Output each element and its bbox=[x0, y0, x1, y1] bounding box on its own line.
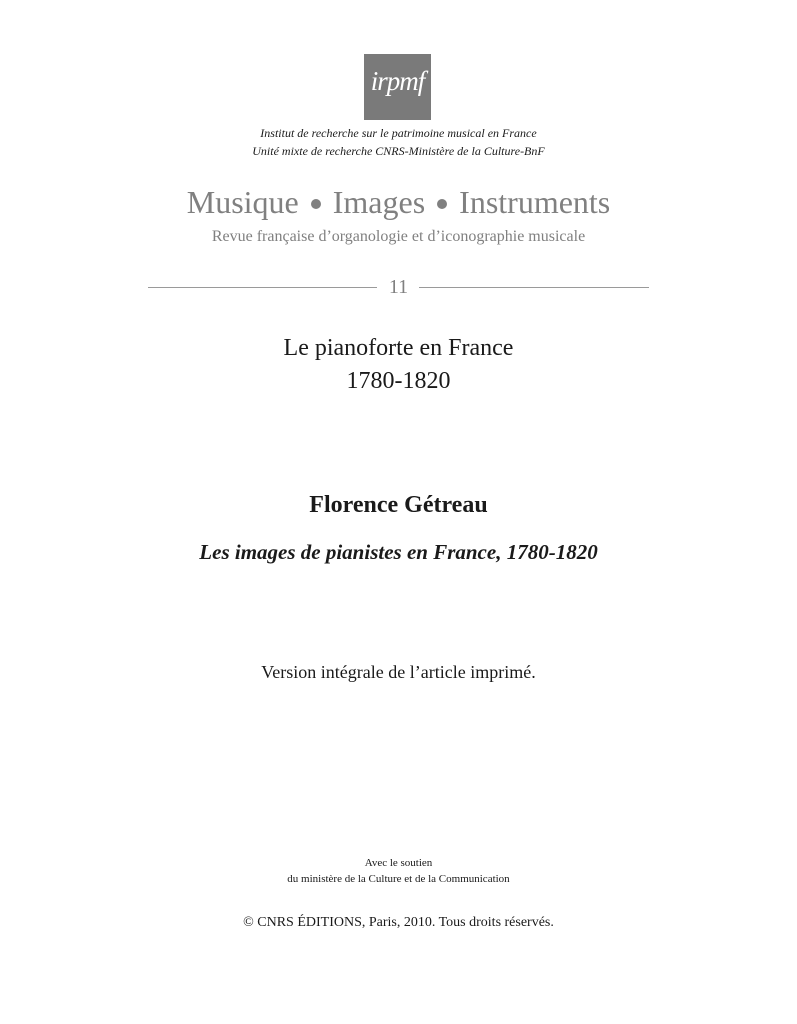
support-ministry: du ministère de la Culture et de la Communication bbox=[287, 873, 510, 885]
journal-subtitle: Revue française d’organologie et d’iconographie musicale bbox=[211, 228, 586, 245]
journal-title-part-images: Images bbox=[332, 184, 426, 220]
article-author: Florence Gétreau bbox=[309, 492, 488, 518]
version-note: Version intégrale de l’article imprimé. bbox=[261, 662, 536, 682]
issue-title-years: 1780-1820 bbox=[346, 368, 451, 394]
logo-text: irpmf bbox=[370, 66, 425, 96]
journal-title-part-musique: Musique bbox=[186, 184, 299, 220]
irpmf-logo bbox=[364, 54, 431, 120]
journal-title-part-instruments: Instruments bbox=[459, 184, 611, 220]
institute-name: Institut de recherche sur le patrimoine musical en France bbox=[260, 126, 537, 140]
article-title: Les images de pianistes en France, 1780-1820 bbox=[199, 540, 598, 564]
issue-title: Le pianoforte en France bbox=[283, 335, 514, 361]
institute-affiliation: Unité mixte de recherche CNRS-Ministère de la Culture-BnF bbox=[252, 144, 545, 158]
copyright-notice: © CNRS ÉDITIONS, Paris, 2010. Tous droits réservés. bbox=[243, 915, 554, 930]
bullet-dot-icon bbox=[311, 199, 321, 209]
support-line: Avec le soutien bbox=[364, 857, 433, 869]
bullet-dot-icon bbox=[437, 199, 447, 209]
journal-title bbox=[0, 183, 797, 221]
issue-number: 11 bbox=[388, 276, 409, 298]
divider-right bbox=[419, 287, 649, 288]
